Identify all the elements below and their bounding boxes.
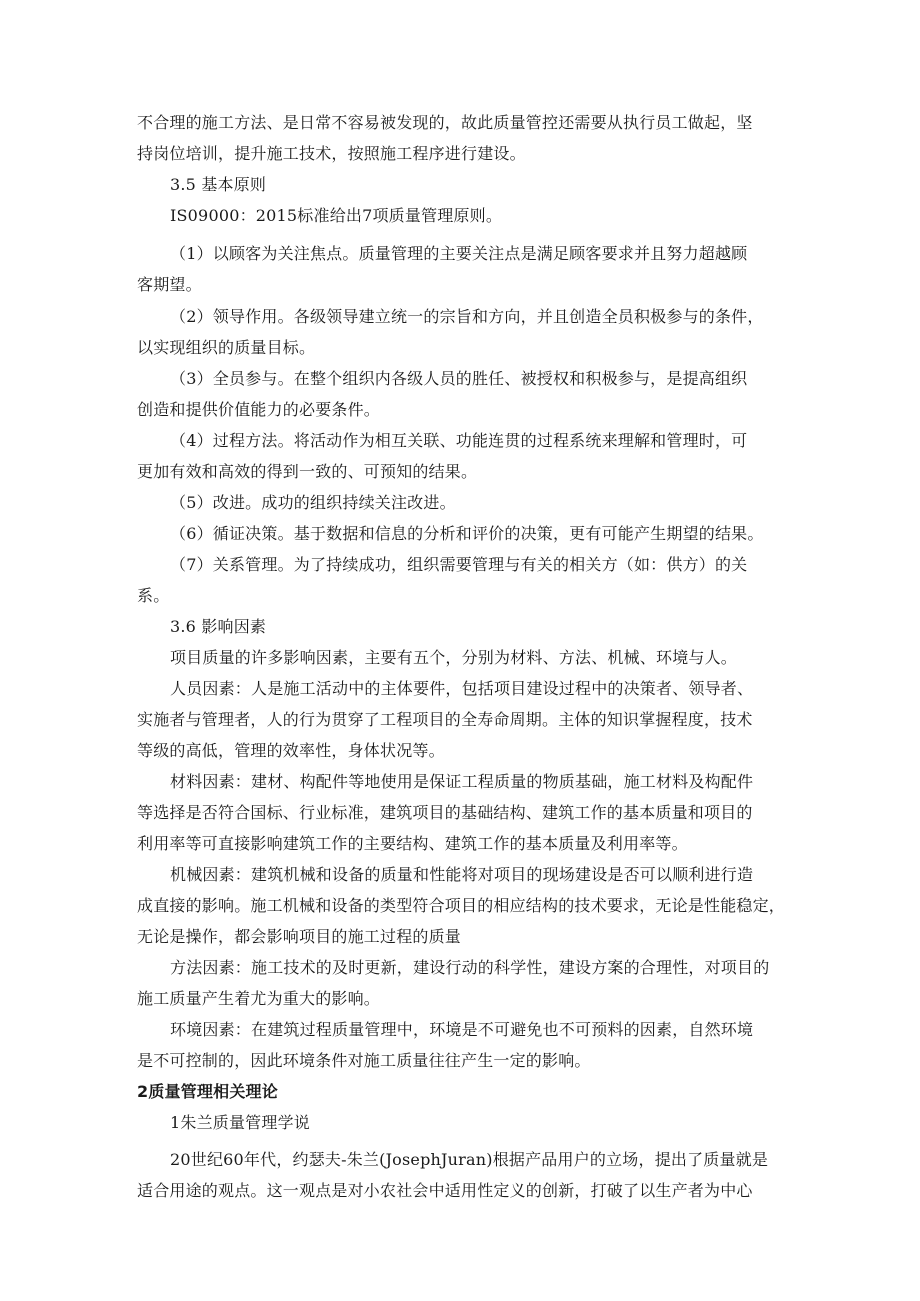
text-line: 人员因素：人是施工活动中的主体要件，包括项目建设过程中的决策者、领导者、 [170,679,754,698]
text-line: 持岗位培训，提升施工技术，按照施工程序进行建设。 [137,144,526,163]
text-line: 适合用途的观点。这一观点是对小农社会中适用性定义的创新，打破了以生产者为中心 [137,1181,753,1200]
list-item: （7）关系管理。为了持续成功，组织需要管理与有关的相关方（如：供方）的关 [170,555,748,574]
list-item: （1）以顾客为关注焦点。质量管理的主要关注点是满足顾客要求并且努力超越顾 [170,244,748,263]
subsection-heading: 1朱兰质量管理学说 [170,1113,310,1132]
list-item: （5）改进。成功的组织持续关注改进。 [170,493,456,512]
text-line: 等选择是否符合国标、行业标准，建筑项目的基础结构、建筑工作的基本质量和项目的 [137,803,753,822]
text-line: 系。 [137,586,170,605]
text-line: 机械因素：建筑机械和设备的质量和性能将对项目的现场建设是否可以顺利进行造 [170,865,754,884]
text-line: 是不可控制的，因此环境条件对施工质量往往产生一定的影响。 [137,1051,591,1070]
section-heading: 3.5 基本原则 [170,175,267,194]
text-line: 不合理的施工方法、是日常不容易被发现的，故此质量管控还需要从执行员工做起，坚 [137,113,753,132]
chapter-heading: 2质量管理相关理论 [137,1082,278,1101]
section-heading: 3.6 影响因素 [170,617,267,636]
text-line: 无论是操作，都会影响项目的施工过程的质量 [137,927,462,946]
text-line: 客期望。 [137,275,202,294]
text-line: 环境因素：在建筑过程质量管理中，环境是不可避免也不可预料的因素，自然环境 [170,1020,754,1039]
list-item: （6）循证决策。基于数据和信息的分析和评价的决策，更有可能产生期望的结果。 [170,524,764,543]
text-line: 施工质量产生着尤为重大的影响。 [137,989,381,1008]
list-item: （3）全员参与。在整个组织内各级人员的胜任、被授权和积极参与，是提高组织 [170,369,748,388]
text-line: 更加有效和高效的得到一致的、可预知的结果。 [137,462,478,481]
list-item: （2）领导作用。各级领导建立统一的宗旨和方向，并且创造全员积极参与的条件， [170,307,764,326]
text-line: 项目质量的许多影响因素，主要有五个，分别为材料、方法、机械、环境与人。 [170,648,738,667]
text-line: 等级的高低，管理的效率性，身体状况等。 [137,741,445,760]
text-line: 以实现组织的质量目标。 [137,338,316,357]
text-line: IS09000：2015标准给出7项质量管理原则。 [170,206,503,225]
text-line: 利用率等可直接影响建筑工作的主要结构、建筑工作的基本质量及利用率等。 [137,834,688,853]
text-line: 成直接的影响。施工机械和设备的类型符合项目的相应结构的技术要求，无论是性能稳定， [137,896,786,915]
text-line: 创造和提供价值能力的必要条件。 [137,400,381,419]
text-line: 方法因素：施工技术的及时更新，建设行动的科学性，建设方案的合理性，对项目的 [170,958,770,977]
list-item: （4）过程方法。将活动作为相互关联、功能连贯的过程系统来理解和管理时，可 [170,431,748,450]
text-line: 实施者与管理者，人的行为贯穿了工程项目的全寿命周期。主体的知识掌握程度，技术 [137,710,753,729]
text-line: 20世纪60年代，约瑟夫-朱兰(JosephJuran)根据产品用户的立场，提出了质量就是 [170,1150,769,1169]
text-line: 材料因素：建材、构配件等地使用是保证工程质量的物质基础，施工材料及构配件 [170,772,754,791]
